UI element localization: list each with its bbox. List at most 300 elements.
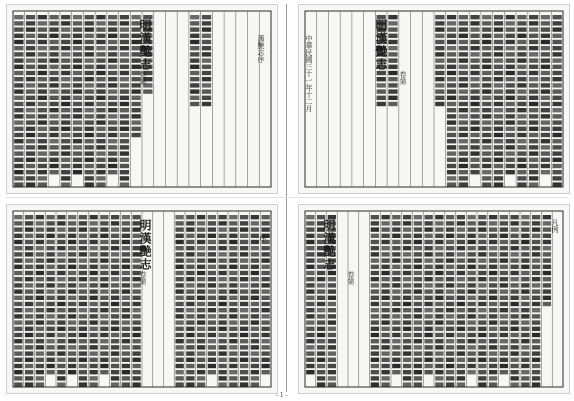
text-glyph [122, 345, 130, 349]
text-glyph [510, 339, 518, 343]
text-glyph [14, 127, 23, 131]
text-glyph [100, 296, 108, 300]
text-glyph [457, 265, 465, 269]
text-glyph [478, 314, 486, 318]
text-glyph [494, 34, 503, 38]
text-glyph [26, 145, 35, 149]
text-glyph [392, 246, 400, 250]
text-glyph [14, 77, 23, 81]
text-glyph [25, 358, 33, 362]
text-glyph [424, 333, 432, 337]
text-glyph [459, 40, 468, 44]
text-glyph [552, 40, 561, 44]
text-glyph [57, 302, 65, 306]
text-glyph [521, 240, 529, 244]
text-glyph [489, 339, 497, 343]
text-glyph [61, 114, 70, 118]
text-glyph [36, 289, 44, 293]
text-glyph [89, 221, 97, 225]
text-glyph [328, 376, 336, 380]
text-glyph [120, 15, 129, 19]
text-glyph [68, 333, 76, 337]
text-glyph [108, 139, 117, 143]
text-glyph [459, 170, 468, 174]
text-glyph [25, 221, 33, 225]
text-glyph [251, 327, 259, 331]
text-glyph [186, 215, 194, 219]
text-glyph [521, 376, 529, 380]
text-glyph [517, 164, 526, 168]
text-glyph [68, 234, 76, 238]
text-glyph [482, 176, 491, 180]
text-glyph [435, 77, 444, 81]
text-glyph [521, 234, 529, 238]
text-glyph [46, 302, 54, 306]
text-glyph [459, 151, 468, 155]
text-glyph [190, 52, 199, 56]
text-glyph [73, 52, 82, 56]
text-glyph [446, 327, 454, 331]
text-glyph [377, 77, 386, 81]
text-glyph [79, 246, 87, 250]
text-glyph [208, 221, 216, 225]
text-glyph [14, 176, 23, 180]
text-glyph [68, 283, 76, 287]
text-glyph [251, 277, 259, 281]
text-glyph [478, 351, 486, 355]
text-glyph [100, 351, 108, 355]
text-glyph [470, 15, 479, 19]
text-glyph [108, 145, 117, 149]
text-glyph [467, 246, 475, 250]
text-glyph [79, 227, 87, 231]
text-glyph [229, 221, 237, 225]
text-glyph [529, 40, 538, 44]
text-glyph [229, 302, 237, 306]
text-glyph [541, 77, 550, 81]
text-glyph [552, 83, 561, 87]
text-glyph [489, 320, 497, 324]
text-glyph [57, 240, 65, 244]
row-divider [6, 197, 568, 198]
text-glyph [388, 83, 397, 87]
text-glyph [100, 327, 108, 331]
text-glyph [317, 364, 325, 368]
text-glyph [521, 308, 529, 312]
text-glyph [457, 252, 465, 256]
text-glyph [447, 89, 456, 93]
text-glyph [424, 246, 432, 250]
text-glyph [392, 215, 400, 219]
text-glyph [470, 158, 479, 162]
text-glyph [510, 333, 518, 337]
text-glyph [251, 320, 259, 324]
text-glyph [541, 52, 550, 56]
text-glyph [61, 15, 70, 19]
text-glyph [38, 46, 47, 50]
text-glyph [14, 145, 23, 149]
text-glyph [36, 246, 44, 250]
text-glyph [108, 114, 117, 118]
text-glyph [500, 345, 508, 349]
text-glyph [510, 289, 518, 293]
text-glyph [61, 108, 70, 112]
text-glyph [96, 108, 105, 112]
text-glyph [186, 333, 194, 337]
text-glyph [482, 158, 491, 162]
text-glyph [73, 145, 82, 149]
text-glyph [328, 345, 336, 349]
text-glyph [100, 271, 108, 275]
text-glyph [478, 339, 486, 343]
text-glyph [371, 252, 379, 256]
text-glyph [317, 271, 325, 275]
text-glyph [424, 252, 432, 256]
text-glyph [521, 370, 529, 374]
text-glyph [494, 71, 503, 75]
text-glyph [470, 170, 479, 174]
text-glyph [470, 127, 479, 131]
text-glyph [459, 34, 468, 38]
text-glyph [49, 15, 58, 19]
text-glyph [552, 114, 561, 118]
text-glyph [457, 364, 465, 368]
text-glyph [532, 227, 540, 231]
text-glyph [467, 358, 475, 362]
text-glyph [506, 158, 515, 162]
text-glyph [489, 382, 497, 386]
text-glyph [96, 21, 105, 25]
text-glyph [46, 364, 54, 368]
text-glyph [392, 327, 400, 331]
text-glyph [202, 52, 211, 56]
text-glyph [186, 308, 194, 312]
text-glyph [529, 83, 538, 87]
text-glyph [424, 358, 432, 362]
text-glyph [317, 308, 325, 312]
text-glyph [229, 277, 237, 281]
text-glyph [529, 52, 538, 56]
text-glyph [435, 345, 443, 349]
text-glyph [543, 271, 551, 275]
text-glyph [317, 351, 325, 355]
text-glyph [108, 133, 117, 137]
text-glyph [202, 21, 211, 25]
text-glyph [229, 339, 237, 343]
text-glyph [457, 215, 465, 219]
text-glyph [122, 302, 130, 306]
text-glyph [240, 358, 248, 362]
text-glyph [371, 283, 379, 287]
running-head: 卷第 [347, 271, 355, 285]
text-glyph [38, 89, 47, 93]
text-glyph [197, 333, 205, 337]
text-glyph [403, 308, 411, 312]
text-glyph [175, 327, 183, 331]
text-glyph [175, 277, 183, 281]
text-glyph [459, 65, 468, 69]
text-glyph [251, 289, 259, 293]
text-glyph [79, 308, 87, 312]
text-glyph [229, 376, 237, 380]
text-glyph [68, 271, 76, 275]
text-glyph [108, 170, 117, 174]
text-glyph [532, 376, 540, 380]
text-glyph [229, 265, 237, 269]
text-glyph [489, 277, 497, 281]
text-glyph [79, 376, 87, 380]
text-glyph [38, 170, 47, 174]
text-glyph [61, 58, 70, 62]
text-glyph [447, 52, 456, 56]
text-glyph [388, 77, 397, 81]
text-glyph [457, 358, 465, 362]
text-glyph [100, 333, 108, 337]
text-glyph [111, 302, 119, 306]
text-glyph [381, 351, 389, 355]
text-glyph [73, 133, 82, 137]
text-glyph [120, 170, 129, 174]
text-glyph [96, 52, 105, 56]
text-glyph [447, 120, 456, 124]
text-glyph [447, 83, 456, 87]
text-glyph [96, 176, 105, 180]
text-glyph [482, 164, 491, 168]
text-glyph [457, 351, 465, 355]
text-glyph [208, 296, 216, 300]
text-glyph [61, 65, 70, 69]
text-glyph [510, 252, 518, 256]
text-glyph [489, 358, 497, 362]
text-glyph [111, 364, 119, 368]
text-glyph [85, 108, 94, 112]
text-glyph [240, 302, 248, 306]
text-glyph [403, 345, 411, 349]
text-glyph [14, 164, 23, 168]
text-glyph [218, 382, 226, 386]
text-glyph [120, 65, 129, 69]
text-glyph [46, 308, 54, 312]
text-glyph [317, 327, 325, 331]
text-glyph [521, 333, 529, 337]
text-glyph [510, 265, 518, 269]
text-glyph [26, 158, 35, 162]
text-glyph [73, 89, 82, 93]
text-glyph [494, 89, 503, 93]
text-glyph [85, 176, 94, 180]
text-glyph [100, 339, 108, 343]
text-glyph [328, 289, 336, 293]
text-glyph [57, 296, 65, 300]
text-glyph [197, 339, 205, 343]
text-glyph [529, 127, 538, 131]
text-glyph [251, 345, 259, 349]
text-glyph [482, 170, 491, 174]
text-glyph [57, 351, 65, 355]
text-glyph [521, 252, 529, 256]
text-glyph [447, 77, 456, 81]
text-glyph [532, 246, 540, 250]
text-glyph [424, 314, 432, 318]
text-glyph [517, 27, 526, 31]
text-glyph [122, 215, 130, 219]
text-glyph [447, 170, 456, 174]
text-glyph [36, 382, 44, 386]
text-glyph [186, 345, 194, 349]
text-glyph [510, 308, 518, 312]
text-glyph [208, 370, 216, 374]
text-glyph [388, 102, 397, 106]
text-glyph [510, 376, 518, 380]
page-title: 明漢艷志 [374, 19, 388, 71]
text-glyph [46, 215, 54, 219]
text-glyph [79, 271, 87, 275]
text-glyph [403, 246, 411, 250]
text-glyph [26, 176, 35, 180]
text-glyph [494, 83, 503, 87]
text-glyph [435, 277, 443, 281]
text-glyph [96, 71, 105, 75]
text-glyph [49, 58, 58, 62]
text-glyph [57, 246, 65, 250]
text-glyph [478, 376, 486, 380]
text-glyph [424, 215, 432, 219]
text-glyph [131, 133, 140, 137]
text-glyph [500, 227, 508, 231]
text-glyph [459, 52, 468, 56]
text-glyph [25, 296, 33, 300]
text-glyph [459, 96, 468, 100]
text-glyph [85, 89, 94, 93]
text-glyph [467, 215, 475, 219]
text-glyph [414, 339, 422, 343]
text-glyph [120, 158, 129, 162]
text-glyph [175, 339, 183, 343]
text-glyph [14, 21, 23, 25]
text-glyph [100, 364, 108, 368]
text-glyph [459, 127, 468, 131]
text-glyph [552, 151, 561, 155]
text-glyph [371, 296, 379, 300]
text-glyph [229, 333, 237, 337]
text-glyph [470, 65, 479, 69]
text-glyph [467, 302, 475, 306]
text-glyph [36, 320, 44, 324]
text-glyph [14, 283, 22, 287]
text-glyph [197, 358, 205, 362]
text-glyph [506, 170, 515, 174]
text-glyph [36, 314, 44, 318]
text-glyph [85, 127, 94, 131]
text-glyph [186, 314, 194, 318]
text-glyph [403, 234, 411, 238]
text-glyph [240, 327, 248, 331]
text-glyph [25, 345, 33, 349]
text-glyph [414, 258, 422, 262]
text-glyph [122, 258, 130, 262]
text-glyph [543, 221, 551, 225]
text-glyph [261, 308, 269, 312]
text-glyph [175, 246, 183, 250]
text-glyph [529, 139, 538, 143]
text-glyph [467, 283, 475, 287]
text-glyph [111, 234, 119, 238]
text-glyph [506, 151, 515, 155]
text-glyph [392, 258, 400, 262]
text-glyph [229, 246, 237, 250]
text-glyph [543, 289, 551, 293]
text-glyph [424, 296, 432, 300]
text-glyph [482, 27, 491, 31]
text-glyph [57, 277, 65, 281]
text-glyph [529, 96, 538, 100]
text-glyph [49, 170, 58, 174]
text-glyph [521, 345, 529, 349]
text-glyph [208, 271, 216, 275]
text-glyph [14, 296, 22, 300]
text-glyph [489, 308, 497, 312]
text-glyph [517, 58, 526, 62]
text-glyph [68, 339, 76, 343]
text-glyph [240, 240, 248, 244]
text-glyph [122, 289, 130, 293]
text-glyph [57, 320, 65, 324]
text-glyph [79, 345, 87, 349]
text-glyph [306, 289, 314, 293]
text-glyph [202, 46, 211, 50]
text-glyph [175, 333, 183, 337]
text-glyph [197, 289, 205, 293]
text-glyph [446, 265, 454, 269]
text-glyph [49, 71, 58, 75]
text-glyph [435, 240, 443, 244]
text-glyph [143, 89, 152, 93]
text-glyph [317, 320, 325, 324]
text-glyph [447, 21, 456, 25]
text-glyph [381, 271, 389, 275]
text-glyph [261, 215, 269, 219]
text-glyph [120, 145, 129, 149]
text-glyph [494, 145, 503, 149]
text-glyph [377, 83, 386, 87]
text-glyph [500, 314, 508, 318]
text-glyph [89, 308, 97, 312]
text-glyph [414, 277, 422, 281]
text-glyph [506, 83, 515, 87]
text-glyph [108, 40, 117, 44]
text-glyph [489, 240, 497, 244]
text-glyph [68, 364, 76, 368]
text-glyph [111, 240, 119, 244]
text-glyph [14, 265, 22, 269]
text-glyph [478, 271, 486, 275]
text-glyph [403, 252, 411, 256]
text-glyph [240, 252, 248, 256]
text-glyph [61, 120, 70, 124]
text-glyph [446, 221, 454, 225]
text-glyph [459, 58, 468, 62]
text-glyph [541, 145, 550, 149]
text-glyph [388, 46, 397, 50]
text-glyph [261, 271, 269, 275]
text-glyph [240, 258, 248, 262]
text-glyph [414, 227, 422, 231]
text-glyph [197, 246, 205, 250]
text-glyph [403, 376, 411, 380]
text-glyph [218, 314, 226, 318]
text-glyph [46, 252, 54, 256]
text-glyph [489, 283, 497, 287]
